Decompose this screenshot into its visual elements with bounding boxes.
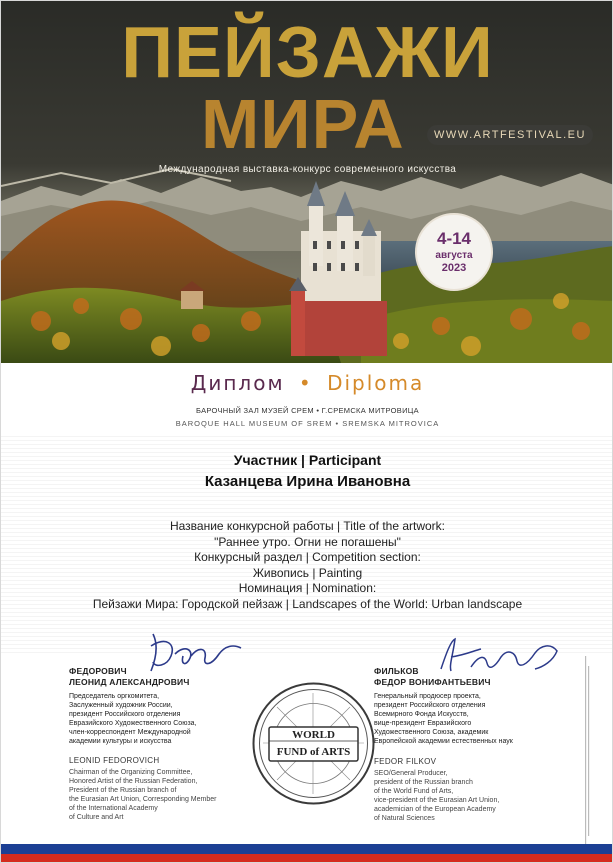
- desc-line: of the International Academy: [69, 805, 158, 812]
- header-landscape: [1, 1, 613, 363]
- artwork-info: [1, 519, 613, 612]
- venue-en: BAROQUE HALL MUSEUM OF SREM • SREMSKA MITROVICA: [175, 419, 440, 428]
- participant-role: Участник | Participant: [233, 452, 382, 468]
- festival-title-line1: ПЕЙЗАЖИ: [121, 13, 494, 93]
- signatory-left-desc-en: [69, 768, 239, 822]
- desc-line: Председатель оргкомитета,: [69, 693, 160, 700]
- date-badge: [415, 213, 493, 291]
- desc-line: of the World Fund of Arts,: [374, 788, 454, 795]
- festival-title-line2: МИРА: [201, 85, 405, 163]
- artwork-title-value: "Раннее утро. Огни не погашены": [214, 534, 401, 549]
- desc-line: the Eurasian Art Union, Corresponding Member: [69, 796, 217, 803]
- desc-line: SEO/General Producer,: [374, 770, 448, 777]
- date-range: 4-14: [436, 229, 472, 248]
- nomination-label: Номинация | Nomination:: [238, 581, 377, 595]
- diploma-title-ru: Диплом: [190, 371, 285, 395]
- artwork-title-label: Название конкурсной работы | Title of the artwork:: [169, 519, 446, 533]
- website-link[interactable]: WWW.ARTFESTIVAL.EU: [427, 125, 593, 145]
- nomination-value: Пейзажи Мира: Городской пейзаж | Landscapes of the World: Urban landscape: [92, 596, 523, 611]
- signatory-right: [374, 666, 552, 823]
- desc-line: academician of the European Academy: [374, 806, 496, 813]
- signatory-right-name-en: FEDOR FILKOV: [374, 757, 437, 766]
- signatory-right-desc-en: [374, 769, 552, 823]
- desc-line: Европейской академии естественных наук: [374, 738, 513, 745]
- desc-line: Всемирного Фонда Искусств,: [374, 711, 469, 718]
- flag-stripe-blue: [1, 844, 613, 854]
- signatory-right-desc-ru: [374, 692, 552, 746]
- desc-line: президент Российского отделения: [374, 702, 486, 709]
- diploma-title: [1, 371, 613, 395]
- desc-line: Генеральный продюсер проекта,: [374, 693, 481, 700]
- desc-line: вице-президент Евразийского: [374, 720, 472, 727]
- stamp-line1: WORLD: [292, 729, 335, 741]
- title-separator: •: [298, 371, 313, 395]
- festival-subtitle: Международная выставка-конкурс современного искусства: [158, 164, 457, 175]
- flag-stripes: [1, 844, 613, 863]
- signatory-right-surname: ФИЛЬКОВ: [374, 666, 419, 676]
- desc-line: President of the Russian branch of: [69, 787, 177, 794]
- desc-line: академии культуры и искусства: [69, 738, 172, 745]
- signatory-left-name-en: LEONID FEDOROVICH: [69, 756, 160, 765]
- date-month: августа: [435, 250, 473, 261]
- desc-line: член-корреспондент Международной: [69, 729, 191, 736]
- signatory-left: [69, 666, 239, 822]
- diploma-title-en: Diploma: [327, 371, 425, 395]
- desc-line: Художественного Союза, академик: [374, 729, 489, 736]
- desc-line: Chairman of the Organizing Committee,: [69, 769, 193, 776]
- desc-line: Заслуженный художник России,: [69, 702, 173, 709]
- desc-line: президент Российского отделения: [69, 711, 181, 718]
- signatory-right-given: ФЕДОР ВОНИФАНТЬЕВИЧ: [374, 677, 491, 687]
- venue-ru: БАРОЧНЫЙ ЗАЛ МУЗЕЙ СРЕМ • Г.СРЕМСКА МИТРОВИЦА: [196, 406, 419, 415]
- signatory-left-given: ЛЕОНИД АЛЕКСАНДРОВИЧ: [69, 677, 190, 687]
- section-label: Конкурсный раздел | Competition section:: [194, 550, 421, 564]
- world-fund-of-arts-stamp: [251, 681, 376, 806]
- signatory-left-surname: ФЕДОРОВИЧ: [69, 666, 127, 676]
- desc-line: vice-president of the Eurasian Art Union,: [374, 797, 500, 804]
- desc-line: Honored Artist of the Russian Federation,: [69, 778, 198, 785]
- recipient-name: Казанцева Ирина Ивановна: [204, 473, 411, 490]
- section-value: Живопись | Painting: [252, 565, 363, 580]
- desc-line: president of the Russian branch: [374, 779, 473, 786]
- desc-line: Евразийского Художественного Союза,: [69, 720, 197, 727]
- flag-stripe-red: [1, 854, 613, 863]
- stamp-line2: FUND of ARTS: [276, 746, 351, 758]
- vertical-fine-print: [583, 656, 593, 846]
- desc-line: of Natural Sciences: [374, 815, 435, 822]
- desc-line: of Culture and Art: [69, 814, 124, 821]
- date-year: 2023: [441, 262, 467, 274]
- signatory-left-desc-ru: [69, 692, 239, 746]
